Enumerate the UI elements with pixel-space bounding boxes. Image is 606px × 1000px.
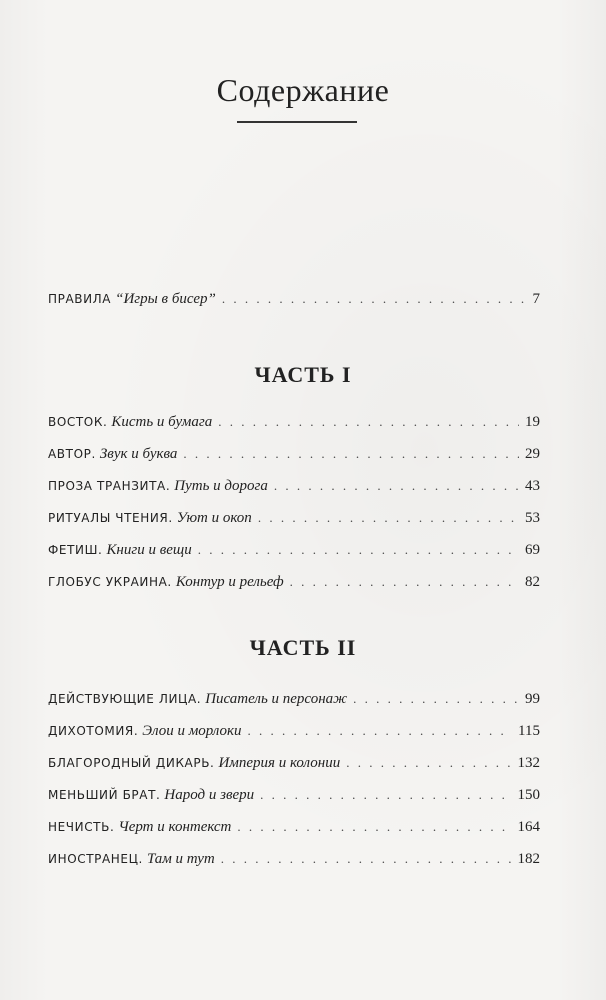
dot-leader xyxy=(260,784,511,806)
toc-entry xyxy=(48,720,540,742)
toc-entry-page: 99 xyxy=(525,691,540,707)
dot-leader xyxy=(198,539,519,561)
dot-leader xyxy=(247,720,512,742)
dot-leader xyxy=(218,411,519,433)
dot-leader xyxy=(183,443,519,465)
toc-entry-page: 19 xyxy=(525,414,540,430)
toc-entry xyxy=(48,752,540,774)
toc-entry-subtitle: Путь и дорога xyxy=(174,478,268,494)
toc-entry-label: РИТУАЛЫ ЧТЕНИЯ. xyxy=(48,511,173,525)
title-underline xyxy=(237,121,357,123)
toc-entry-subtitle: Книги и вещи xyxy=(106,542,192,558)
toc-entry-page: 69 xyxy=(525,542,540,558)
toc-entry-label: НЕЧИСТЬ. xyxy=(48,820,115,834)
toc-entry-intro xyxy=(48,288,540,310)
toc-entry-page: 150 xyxy=(517,787,540,803)
dot-leader xyxy=(258,507,519,529)
toc-entry-label: БЛАГОРОДНЫЙ ДИКАРЬ. xyxy=(48,756,215,770)
toc-entry-subtitle: Черт и контекст xyxy=(118,819,232,835)
toc-entry-subtitle: Писатель и персонаж xyxy=(205,691,348,707)
toc-entry-subtitle: Контур и рельеф xyxy=(175,574,284,590)
toc-entry-page: 115 xyxy=(518,723,540,739)
toc-entry-page: 43 xyxy=(525,478,540,494)
toc-entry-page: 29 xyxy=(525,446,540,462)
toc-entry-page: 164 xyxy=(517,819,540,835)
toc-entry-subtitle: Элои и морлоки xyxy=(142,723,242,739)
toc-entry-subtitle: Кисть и бумага xyxy=(111,414,213,430)
toc-entry-subtitle: Империя и колонии xyxy=(218,755,341,771)
toc-entry xyxy=(48,507,540,529)
toc-entry-page: 132 xyxy=(517,755,540,771)
dot-leader xyxy=(290,571,519,593)
toc-entry-subtitle: Народ и звери xyxy=(164,787,255,803)
toc-entry-label: ДЕЙСТВУЮЩИЕ ЛИЦА. xyxy=(48,692,202,706)
toc-entry-label: ИНОСТРАНЕЦ. xyxy=(48,852,143,866)
part-1-heading: ЧАСТЬ I xyxy=(254,362,352,387)
toc-entry xyxy=(48,539,540,561)
toc-entry xyxy=(48,411,540,433)
toc-entry-page: 182 xyxy=(517,851,540,867)
toc-entry-label: ВОСТОК. xyxy=(48,415,108,429)
toc-entry-label: МЕНЬШИЙ БРАТ. xyxy=(48,788,161,802)
toc-entry xyxy=(48,848,540,870)
toc-entry-page: 7 xyxy=(532,291,540,307)
toc-entry xyxy=(48,571,540,593)
toc-entry-label: ПРОЗА ТРАНЗИТА. xyxy=(48,479,171,493)
toc-entry xyxy=(48,475,540,497)
toc-entry-label: АВТОР. xyxy=(48,447,96,461)
toc-entry-label: ДИХОТОМИЯ. xyxy=(48,724,139,738)
part-2-heading: ЧАСТЬ II xyxy=(249,635,357,660)
page-title: Содержание xyxy=(216,72,390,108)
dot-leader xyxy=(237,816,511,838)
toc-entry xyxy=(48,688,540,710)
toc-entry-page: 53 xyxy=(525,510,540,526)
toc-entry xyxy=(48,443,540,465)
toc-entry-subtitle: Там и тут xyxy=(146,851,215,867)
toc-entry xyxy=(48,784,540,806)
dot-leader xyxy=(221,848,512,870)
toc-entry-label: ГЛОБУС УКРАИНА. xyxy=(48,575,172,589)
dot-leader xyxy=(353,688,519,710)
toc-entry-page: 82 xyxy=(525,574,540,590)
dot-leader xyxy=(346,752,511,774)
toc-entry xyxy=(48,816,540,838)
dot-leader xyxy=(222,288,524,310)
toc-entry-subtitle: “Игры в бисер” xyxy=(115,291,216,307)
toc-entry-label: ПРАВИЛА xyxy=(48,292,112,306)
toc-entry-subtitle: Уют и окоп xyxy=(176,510,252,526)
toc-entry-subtitle: Звук и буква xyxy=(99,446,178,462)
dot-leader xyxy=(274,475,519,497)
toc-entry-label: ФЕТИШ. xyxy=(48,543,103,557)
